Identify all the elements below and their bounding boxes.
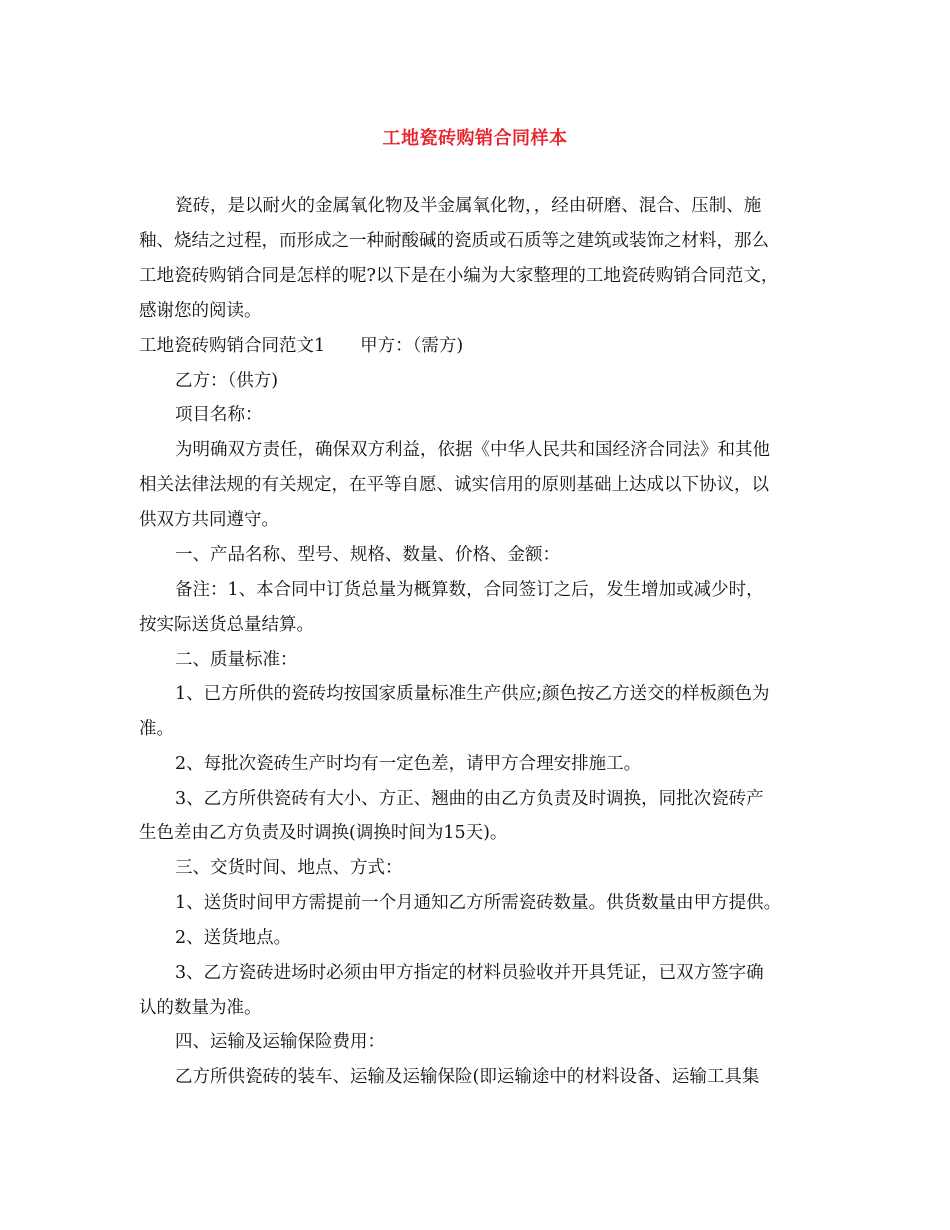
body-line-2: 釉、烧结之过程，而形成之一种耐酸碱的瓷质或石质等之建筑或装饰之材料，那么 (139, 231, 769, 251)
body-line-10: 供双方共同遵守。 (139, 510, 279, 530)
body-line-7: 项目名称： (175, 405, 263, 425)
body-line-5: 工地瓷砖购销合同范文1 甲方：（需方) (139, 336, 464, 356)
body-line-9: 相关法律法规的有关规定，在平等自愿、诚实信用的原则基础上达成以下协议，以 (139, 475, 769, 495)
body-line-21: 1、送货时间甲方需提前一个月通知乙方所需瓷砖数量。供货数量由甲方提供。 (175, 893, 782, 913)
body-line-11: 一、产品名称、型号、规格、数量、价格、金额： (175, 545, 560, 565)
body-line-24: 认的数量为准。 (139, 998, 262, 1018)
document-title: 工地瓷砖购销合同样本 (382, 128, 568, 149)
body-line-20: 三、交货时间、地点、方式： (175, 858, 403, 878)
body-line-14: 二、质量标准： (175, 650, 298, 670)
body-line-17: 2、每批次瓷砖生产时均有一定色差，请甲方合理安排施工。 (175, 754, 642, 774)
body-line-18: 3、乙方所供瓷砖有大小、方正、翘曲的由乙方负责及时调换，同批次瓷砖产 (175, 789, 764, 809)
body-line-4: 感谢您的阅读。 (139, 301, 262, 321)
body-line-13: 按实际送货总量结算。 (139, 615, 314, 635)
body-line-16: 准。 (139, 719, 174, 739)
body-line-8: 为明确双方责任，确保双方利益，依据《中华人民共和国经济合同法》和其他 (175, 440, 770, 460)
body-line-19: 生色差由乙方负责及时调换(调换时间为15天)。 (139, 823, 508, 843)
body-line-26: 乙方所供瓷砖的装车、运输及运输保险(即运输途中的材料设备、运输工具集 (175, 1067, 760, 1087)
body-line-12: 备注：1、本合同中订货总量为概算数，合同签订之后，发生增加或减少时， (175, 580, 764, 600)
body-line-3: 工地瓷砖购销合同是怎样的呢?以下是在小编为大家整理的工地瓷砖购销合同范文， (139, 266, 779, 286)
body-line-15: 1、已方所供的瓷砖均按国家质量标准生产供应;颜色按乙方送交的样板颜色为 (175, 684, 770, 704)
body-line-23: 3、乙方瓷砖进场时必须由甲方指定的材料员验收并开具凭证，已双方签字确 (175, 963, 764, 983)
body-line-25: 四、运输及运输保险费用： (175, 1032, 385, 1052)
body-line-6: 乙方：（供方) (175, 371, 279, 391)
body-line-22: 2、送货地点。 (175, 928, 292, 948)
body-line-1: 瓷砖，是以耐火的金属氧化物及半金属氧化物，，经由研磨、混合、压制、施 (175, 196, 762, 216)
